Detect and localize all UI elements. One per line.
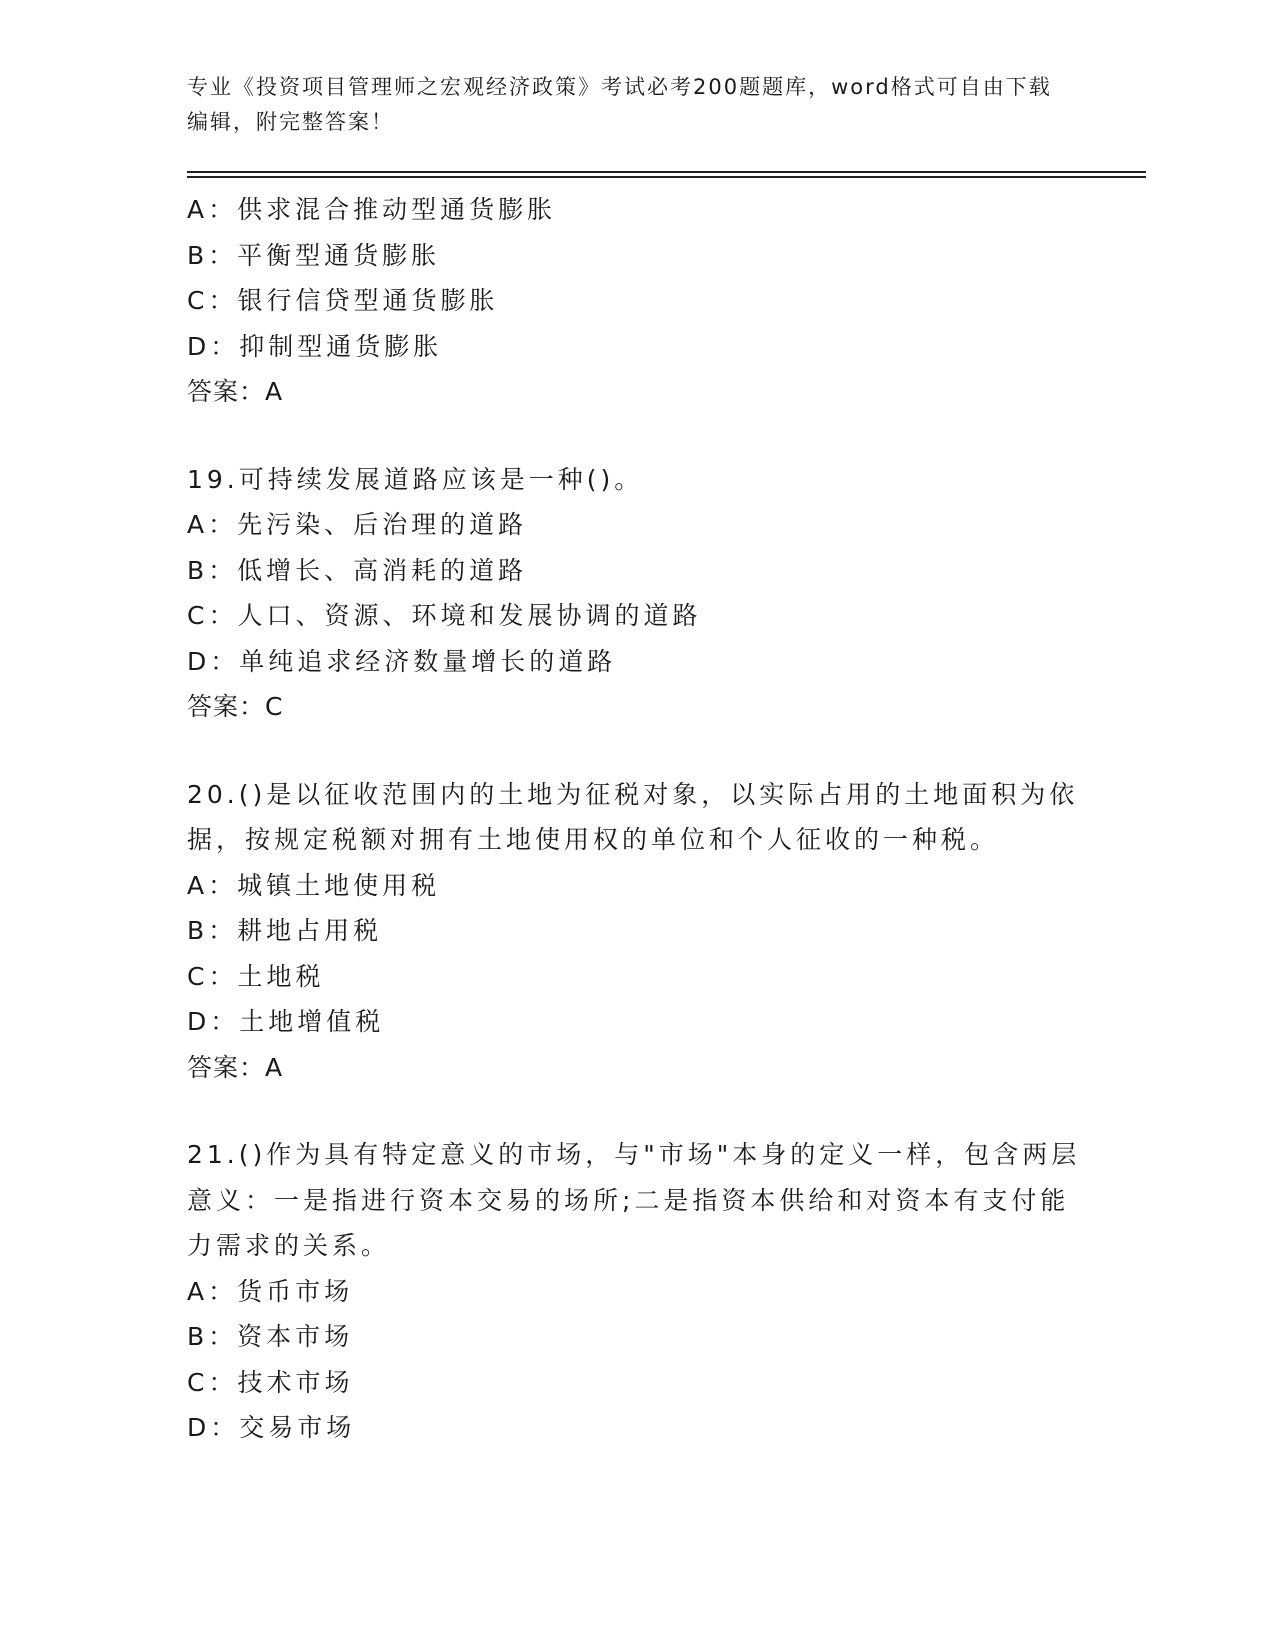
header-rule-top xyxy=(187,171,1146,173)
header-rule-bottom xyxy=(187,176,1146,178)
option-b: B：耕地占用税 xyxy=(187,916,383,945)
question-block-19 xyxy=(187,457,1087,730)
document-header: 专业《投资项目管理师之宏观经济政策》考试必考200题题库，word格式可自由下载编辑，附完整答案！ xyxy=(187,75,1052,134)
option-c: C：人口、资源、环境和发展协调的道路 xyxy=(187,601,702,630)
question-block-21 xyxy=(187,1132,1087,1451)
option-a: A：先污染、后治理的道路 xyxy=(187,510,528,539)
option-d: D：交易市场 xyxy=(187,1413,356,1442)
answer-line: 答案：A xyxy=(187,1052,284,1082)
question-stem: 20.()是以征收范围内的土地为征税对象，以实际占用的土地面积为依据，按规定税额对拥有土地使用权的单位和个人征收的一种税。 xyxy=(187,779,1079,854)
option-c: C：土地税 xyxy=(187,961,325,991)
question-stem: 19.可持续发展道路应该是一种()。 xyxy=(187,464,644,494)
question-stem: 21.()作为具有特定意义的市场，与"市场"本身的定义一样，包含两层意义：一是指进行资本交易的场所;二是指资本供给和对资本有支付能力需求的关系。 xyxy=(187,1140,1081,1260)
option-b: B：资本市场 xyxy=(187,1322,354,1351)
question-list xyxy=(187,187,1087,1493)
option-a: A：城镇土地使用税 xyxy=(187,870,441,900)
question-block-18 xyxy=(187,187,1087,415)
option-b: B：低增长、高消耗的道路 xyxy=(187,555,528,585)
answer-line: 答案：A xyxy=(187,377,284,406)
answer-line: 答案：C xyxy=(187,692,284,721)
question-block-20 xyxy=(187,772,1087,1091)
option-b: B：平衡型通货膨胀 xyxy=(187,240,441,270)
option-a: A：供求混合推动型通货膨胀 xyxy=(187,195,557,224)
option-d: D：土地增值税 xyxy=(187,1007,385,1036)
option-d: D：单纯追求经济数量增长的道路 xyxy=(187,646,617,676)
option-c: C：银行信贷型通货膨胀 xyxy=(187,286,499,315)
option-a: A：货币市场 xyxy=(187,1276,354,1306)
option-c: C：技术市场 xyxy=(187,1367,354,1397)
option-d: D：抑制型通货膨胀 xyxy=(187,331,443,361)
